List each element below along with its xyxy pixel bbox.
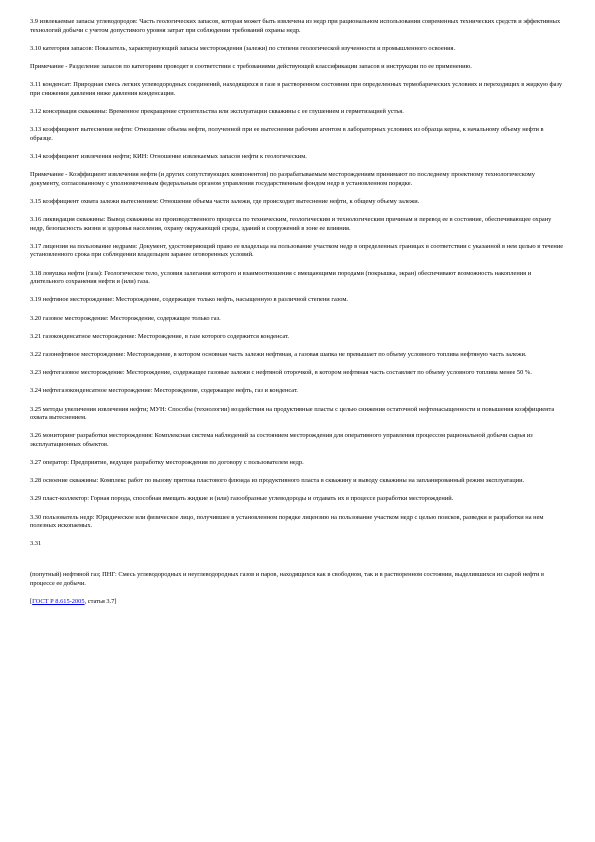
definition-text: Способы (технологии) воздействия на продуктивные пласты с целью снижения остаточной нефтенасыщенности и повышения коэффициента охвата вытеснением. [30, 405, 555, 422]
definition-paragraph [30, 432, 565, 449]
definition-paragraph [30, 216, 565, 233]
term-label: 3.27 оператор: [30, 459, 69, 467]
term-label: 3.31 [30, 540, 42, 548]
definition-text: Отношение объема нефти, полученной при ее вытеснении рабочим агентом в лабораторных условиях из образца керна, к начальному объему нефти в образце. [30, 126, 544, 142]
definition-paragraph [30, 406, 565, 423]
definition-paragraph [30, 495, 565, 504]
term-label: 3.28 освоение скважины: [30, 477, 99, 485]
definition-paragraph [30, 351, 565, 360]
definition-text: Месторождение, в газе которого содержится конденсат. [136, 332, 289, 340]
document-page [30, 18, 565, 616]
term-label: (попутный) нефтяной газ; ПНГ: [30, 571, 117, 579]
definition-paragraph [30, 126, 565, 143]
term-label: 3.15 коэффициент охвата залежи вытеснением: [30, 197, 159, 205]
term-label: 3.30 пользователь недр: [30, 513, 95, 521]
open-bracket: [ [30, 597, 33, 605]
definition-text: Месторождение, содержащее только газ. [108, 314, 221, 322]
definition-text: Разделение запасов по категориям проводят в соответствии с требованиями действующей классификации запасов и инструкции по ее применению. [67, 62, 472, 70]
term-label: 3.11 конденсат: [30, 81, 72, 89]
term-label: 3.26 мониторинг разработки месторождения: [30, 432, 153, 440]
term-label: 3.20 газовое месторождение: [30, 314, 109, 322]
source-reference [30, 598, 565, 607]
definition-paragraph [30, 45, 565, 54]
definition-paragraph [30, 18, 565, 35]
term-label: 3.13 коэффициент вытеснения нефти: [30, 126, 133, 134]
definition-paragraph [30, 571, 565, 588]
definition-text: Показатель, характеризующий запасы месторождения (залежи) по степени геологической изученности и промышленного освоения. [93, 44, 456, 52]
definition-text: Природная смесь легких углеводородных соединений, находящихся в газе в растворенном состоянии при определенных термобарических условиях и переходящих в жидкую фазу при снижении давления ниже давления конденсации. [30, 81, 563, 97]
definition-text: Месторождение, содержащее нефть, газ и конденсат. [152, 387, 298, 395]
definition-text: Часть геологических запасов, которая может быть извлечена из недр при рациональном использовании современных технических средств и эффективных технологий добычи с учетом допустимого уровня затрат при соблюдении требований охраны недр. [30, 18, 561, 34]
definition-paragraph [30, 315, 565, 324]
term-label: 3.17 лицензия на пользование недрами: [30, 242, 138, 250]
definition-paragraph [30, 243, 565, 260]
term-label: 3.14 коэффициент извлечения нефти; КИН: [30, 152, 149, 160]
term-label: Примечание - [30, 62, 68, 70]
definition-text: Временное прекращение строительства или эксплуатации скважины с ее глушением и герметизацией устья. [107, 107, 404, 115]
definition-text: Месторождение, содержащее газовые залежи с нефтяной оторочкой, в котором нефтяная часть составляет по объему условного топлива менее 50 %. [124, 369, 532, 377]
term-label: 3.29 пласт-коллектор: [30, 495, 89, 503]
definition-paragraph [30, 198, 565, 207]
term-label: 3.19 нефтяное месторождение: [30, 296, 114, 304]
term-label: Примечание - [30, 171, 68, 179]
term-label: 3.12 консервация скважины: [30, 107, 108, 115]
definition-paragraph [30, 387, 565, 396]
definition-text: Отношение извлекаемых запасов нефти к геологическим. [148, 152, 307, 160]
definition-paragraph [30, 81, 565, 98]
term-label: 3.21 газоконденсатное месторождение: [30, 332, 137, 340]
definition-text: Геологическое тело, условия залегания которого и взаимоотношения с вмещающими породами (покрышка, экран) обеспечивают возможность накопления и длительного сохранения нефти и (или) газа. [30, 269, 532, 286]
definition-text: Юридическое или физическое лицо, получившее в установленном порядке лицензию на пользование участком недр с целью поисков, разведки и разработки на нем полезных ископаемых. [30, 513, 544, 530]
definition-paragraph [30, 171, 565, 188]
definition-text: Предприятие, ведущее разработку месторождения по договору с пользователем недр. [68, 459, 304, 467]
definition-text: Отношение объема части залежи, где происходит вытеснение нефти, к общему объему залежи. [158, 197, 420, 205]
definition-text: Вывод скважины из производственного процесса по техническим, геологическим и технологическим причинам и перевод ее в состояние, обеспечивающее охрану недр, безопасность жизни и здоровья населения, охрану окружающей среды, зданий и сооружений в зоне ее влияния. [30, 216, 552, 232]
term-label: 3.23 нефтегазовое месторождение: [30, 369, 125, 377]
term-label: 3.16 ликвидация скважины: [30, 216, 106, 224]
definition-text: Документ, удостоверяющий право ее владельца на пользование участком недр в определенных границах в соответствии с указанной в нем целью в течение установленного срока при соблюдении владельцем заранее оговоренных условий. [30, 242, 564, 259]
term-label: 3.25 методы увеличения извлечения нефти; МУН: [30, 405, 167, 413]
term-label: 3.9 извлекаемые запасы углеводородов: [30, 18, 138, 25]
definition-text: Месторождение, содержащее только нефть, насыщенную в различной степени газом. [114, 296, 348, 304]
standard-link[interactable]: ГОСТ Р 8.615-2005 [32, 597, 85, 605]
definition-text: Месторождение, в котором основная часть залежи нефтяная, а газовая шапка не превышает по объему условного топлива нефтяную часть залежи. [125, 350, 527, 358]
definition-text: Горная порода, способная вмещать жидкие и (или) газообразные углеводороды и отдавать их в процессе разработки месторождений. [89, 495, 454, 503]
definition-paragraph [30, 63, 565, 72]
definition-paragraph [30, 296, 565, 305]
definition-paragraph [30, 540, 565, 549]
definition-paragraph [30, 270, 565, 287]
term-label: 3.18 ловушка нефти (газа): [30, 269, 103, 277]
definition-paragraph [30, 514, 565, 531]
definition-paragraph [30, 459, 565, 468]
definition-paragraph [30, 108, 565, 117]
definition-paragraph [30, 477, 565, 486]
term-label: 3.22 газонефтяное месторождение: [30, 350, 126, 358]
definition-paragraph [30, 153, 565, 162]
definition-text: Комплекс работ по вызову притока пластового флюида из продуктивного пласта в скважину и выводу скважины на запланированный режим эксплуатации. [98, 477, 525, 485]
term-label: 3.24 нефтегазоконденсатное месторождение: [30, 387, 153, 395]
source-article: , статья 3.7] [84, 597, 117, 605]
term-label: 3.10 категория запасов: [30, 44, 94, 52]
definition-text: Смесь углеводородных и неуглеводородных газов и паров, находящихся как в свободном, так и в растворенном состоянии, выделившихся из сырой нефти в процессе ее добычи. [30, 571, 544, 587]
definition-text: Комплексная система наблюдений за состоянием месторождения для оперативного управления процессом рациональной добычи сырья из эксплуатационных объектов. [30, 432, 533, 448]
definition-text: Коэффициент извлечения нефти (и других сопутствующих компонентов) по разрабатываемым месторождениям принимают по последнему проектному технологическому документу, согласованному с уполномоченным федеральным органом управления государственным фондом недр в установленном порядке. [30, 171, 535, 187]
definition-paragraph [30, 333, 565, 342]
definition-paragraph [30, 369, 565, 378]
